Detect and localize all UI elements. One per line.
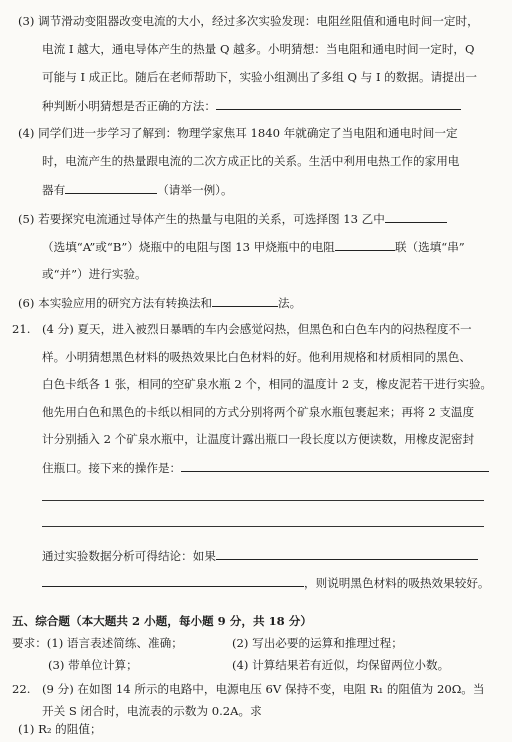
- q6-end: 法。: [278, 296, 302, 310]
- q3-answer-blank[interactable]: [216, 98, 461, 110]
- q5-line-2: [42, 239, 465, 255]
- section-5-requirements-row-1: [12, 636, 183, 651]
- q4-line-2: 时，电流产生的热量跟电流的二次方成正比的关系。生活中利用电热工作的家用电: [42, 154, 460, 168]
- q4-line-3-end: （请举一例）。: [157, 183, 233, 197]
- q4-line-3: [42, 182, 233, 198]
- q5-line-1: [18, 211, 447, 227]
- q3-line-3: 可能与 I 成正比。随后在老师帮助下，实验小组测出了多组 Q 与 I 的数据。请提出一: [42, 70, 477, 84]
- q21-conclusion-text: 通过实验数据分析可得结论：如果: [42, 549, 216, 563]
- q3-line-2: 电流 I 越大，通电导体产生的热量 Q 越多。小明猜想：当电阻和通电时间一定时，Q: [42, 42, 475, 56]
- q21-line-6-text: 住瓶口。接下来的操作是：: [42, 461, 182, 475]
- requirement-3: (3) 带单位计算；: [48, 658, 138, 672]
- q21-line-4: 他先用白色和黑色的卡纸以相同的方式分别将两个矿泉水瓶包裹起来；再将 2 支温度: [42, 405, 475, 419]
- q3-line-1: (3) 调节滑动变阻器改变电流的大小，经过多次实验发现：电阻丝阻值和通电时间一定时，: [18, 14, 479, 28]
- q21-line-6: [42, 460, 489, 476]
- q6-line: [18, 295, 301, 311]
- q21-line-2: 样。小明猜想黑色材料的吸热效果比白色材料的好。他利用规格和材质相同的黑色、: [42, 350, 471, 364]
- q21-line-3: 白色卡纸各 1 张，相同的空矿泉水瓶 2 个，相同的温度计 2 支，橡皮泥若干进行实验。: [42, 377, 493, 391]
- q22-line-1: 22. (9 分) 在如图 14 所示的电路中，电源电压 6V 保持不变，电阻 R₁ 的阻值为 20Ω。当: [12, 682, 485, 696]
- q4-line-1: (4) 同学们进一步学习了解到：物理学家焦耳 1840 年就确定了当电阻和通电时间一定: [18, 126, 458, 140]
- q21-answer-line-3[interactable]: [42, 526, 484, 527]
- q21-line-5: 计分别插入 2 个矿泉水瓶中，让温度计露出瓶口一段长度以方便读数，用橡皮泥密封: [42, 432, 475, 446]
- q3-line-4: [42, 98, 461, 114]
- q6-answer-blank[interactable]: [212, 295, 278, 307]
- q5-line-2-start: （选填“A”或“B”）烧瓶中的电阻与图 13 甲烧瓶中的电阻: [42, 240, 335, 254]
- q3-line-4-text: 种判断小明猜想是否正确的方法：: [42, 99, 216, 113]
- q5-line-1-text: (5) 若要探究电流通过导体产生的热量与电阻的关系，可选择图 13 乙中: [18, 212, 385, 226]
- q21-line-1: 21. (4 分) 夏天，进入被烈日暴晒的车内会感觉闷热，但黑色和白色车内的闷热程度不一: [12, 322, 472, 336]
- q21-conclusion-line-2: [42, 575, 490, 591]
- q21-answer-line-2[interactable]: [42, 500, 484, 501]
- requirements-label: 要求：: [12, 636, 47, 650]
- q22-line-2: 开关 S 闭合时，电流表的示数为 0.2A。求: [42, 704, 262, 718]
- q5-answer-blank-2[interactable]: [335, 239, 395, 251]
- q5-line-3: 或“并”）进行实验。: [42, 267, 147, 281]
- q21-conclusion-blank-2[interactable]: [42, 575, 304, 587]
- q5-line-2-end: 联（选填“串”: [394, 240, 465, 254]
- q6-text: (6) 本实验应用的研究方法有转换法和: [18, 296, 213, 310]
- q4-line-3-start: 器有: [42, 183, 66, 197]
- requirement-4: (4) 计算结果若有近似，均保留两位小数。: [232, 658, 450, 672]
- section-5-title: 五、综合题（本大题共 2 小题，每小题 9 分，共 18 分）: [12, 614, 312, 628]
- q21-conclusion-end: ，则说明黑色材料的吸热效果较好。: [304, 576, 490, 590]
- requirement-2: (2) 写出必要的运算和推理过程；: [232, 636, 403, 650]
- q21-answer-blank-1[interactable]: [181, 460, 489, 472]
- q4-answer-blank[interactable]: [65, 182, 157, 194]
- q22-subquestion-1: (1) R₂ 的阻值；: [18, 722, 102, 736]
- q21-conclusion-blank-1[interactable]: [216, 548, 478, 560]
- q5-answer-blank-1[interactable]: [385, 211, 447, 223]
- requirement-1: (1) 语言表述简练、准确；: [46, 636, 183, 650]
- q21-conclusion-line-1: [42, 548, 478, 564]
